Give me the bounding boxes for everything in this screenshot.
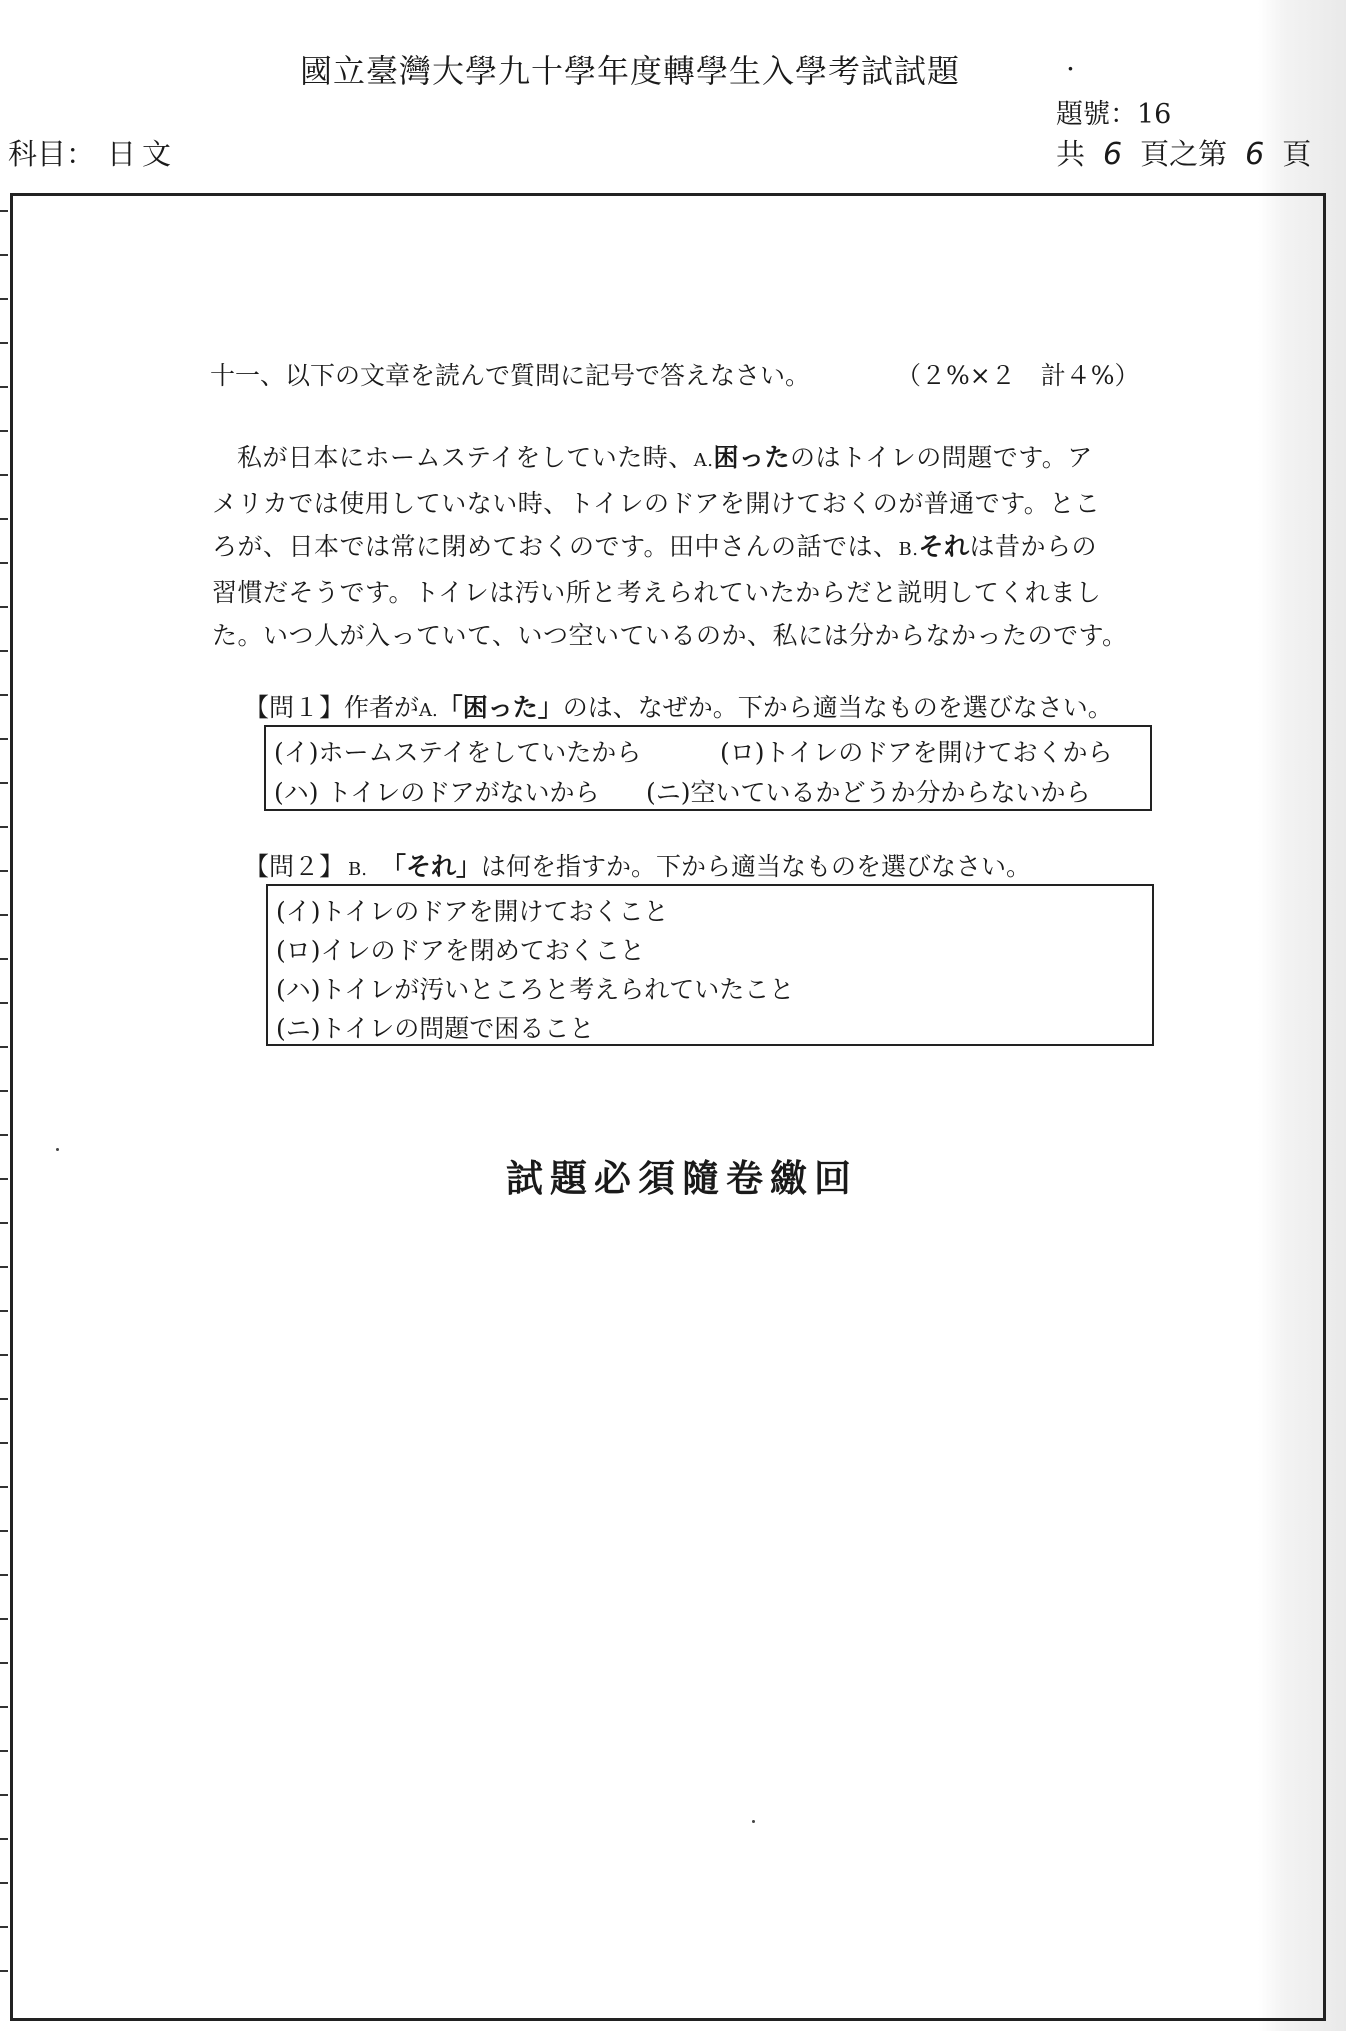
option-i: (イ)ホームステイをしていたから — [274, 738, 642, 767]
passage-text: ろが、日本では常に閉めておくのです。田中さんの話では、 — [212, 532, 899, 561]
question-1-marker: A. — [419, 700, 438, 721]
passage-line-5: た。いつ人が入っていて、いつ空いているのか、私には分からなかったのです。 — [212, 621, 1128, 650]
section-title: 十一、以下の文章を読んで質問に記号で答えなさい。 — [210, 361, 811, 390]
option-ha: (ハ)トイレが汚いところと考えられていたこと — [276, 975, 795, 1004]
pages-total-handwritten: 6 — [1103, 137, 1123, 172]
option-ro: (ロ)トイレのドアを開けておくから — [720, 738, 1113, 767]
underlined-term-b: それ — [918, 532, 970, 561]
subject-value: 日文 — [107, 137, 178, 171]
pages-current-handwritten: 6 — [1245, 137, 1265, 172]
binding-tick-marks — [0, 210, 8, 2010]
marker-a: A. — [693, 450, 714, 471]
underlined-term-a: 困った — [713, 443, 791, 472]
reading-passage — [212, 436, 1152, 657]
question-2-quote: 「それ」 — [380, 852, 481, 881]
passage-line-1 — [212, 436, 1152, 482]
exam-title: 國立臺灣大學九十學年度轉學生入學考試試題 — [300, 52, 961, 90]
option-ni: (ニ)トイレの問題で困ること — [276, 1014, 595, 1043]
marker-b: B. — [898, 539, 919, 560]
subject-label: 科目： — [8, 137, 96, 171]
section-points: （２%×２ 計４%） — [896, 361, 1140, 390]
passage-text: のはトイレの問題です。ア — [790, 443, 1093, 472]
pages-prefix: 共 — [1056, 137, 1086, 171]
option-ro: (ロ)イレのドアを閉めておくこと — [276, 936, 645, 965]
scan-speck — [56, 1148, 59, 1151]
option-ni: (ニ)空いているかどうか分からないから — [646, 778, 1091, 807]
question-1-heading — [244, 688, 1113, 724]
question-1-label: 【問１】 — [244, 693, 345, 722]
question-1-text: のは、なぜか。下から適当なものを選びなさい。 — [562, 693, 1113, 722]
page-count — [1056, 132, 1311, 173]
option-ha: (ハ) トイレのドアがないから — [274, 778, 600, 807]
question-2-marker: B. — [348, 859, 367, 880]
passage-line-3 — [212, 525, 1152, 571]
question-2-text: は何を指すか。下から適当なものを選びなさい。 — [480, 852, 1031, 881]
question-2-options-box — [266, 884, 1154, 1046]
question-2-heading — [244, 847, 1031, 883]
scan-speck — [752, 1820, 755, 1823]
pages-suffix: 頁 — [1282, 137, 1312, 171]
question-1-text: 作者が — [344, 693, 420, 722]
option-i: (イ)トイレのドアを開けておくこと — [276, 897, 669, 926]
question-1-options-box — [264, 725, 1152, 811]
question-2-label: 【問２】 — [244, 852, 345, 881]
title-dot: . — [1066, 44, 1075, 77]
passage-text: 私が日本にホームステイをしていた時、 — [237, 443, 694, 472]
passage-line-4: 習慣だそうです。トイレは汚い所と考えられていたからだと説明してくれまし — [212, 578, 1102, 607]
subject-line — [8, 132, 177, 173]
passage-text: は昔からの — [969, 532, 1097, 561]
return-exam-notice: 試題必須隨卷繳回 — [506, 1156, 858, 1200]
question-1-quote: 「困った」 — [437, 693, 563, 722]
passage-line-2: メリカでは使用していない時、トイレのドアを開けておくのが普通です。とこ — [212, 489, 1101, 518]
pages-middle: 頁之第 — [1140, 137, 1228, 171]
question-number: 題號：16 — [1056, 99, 1172, 130]
